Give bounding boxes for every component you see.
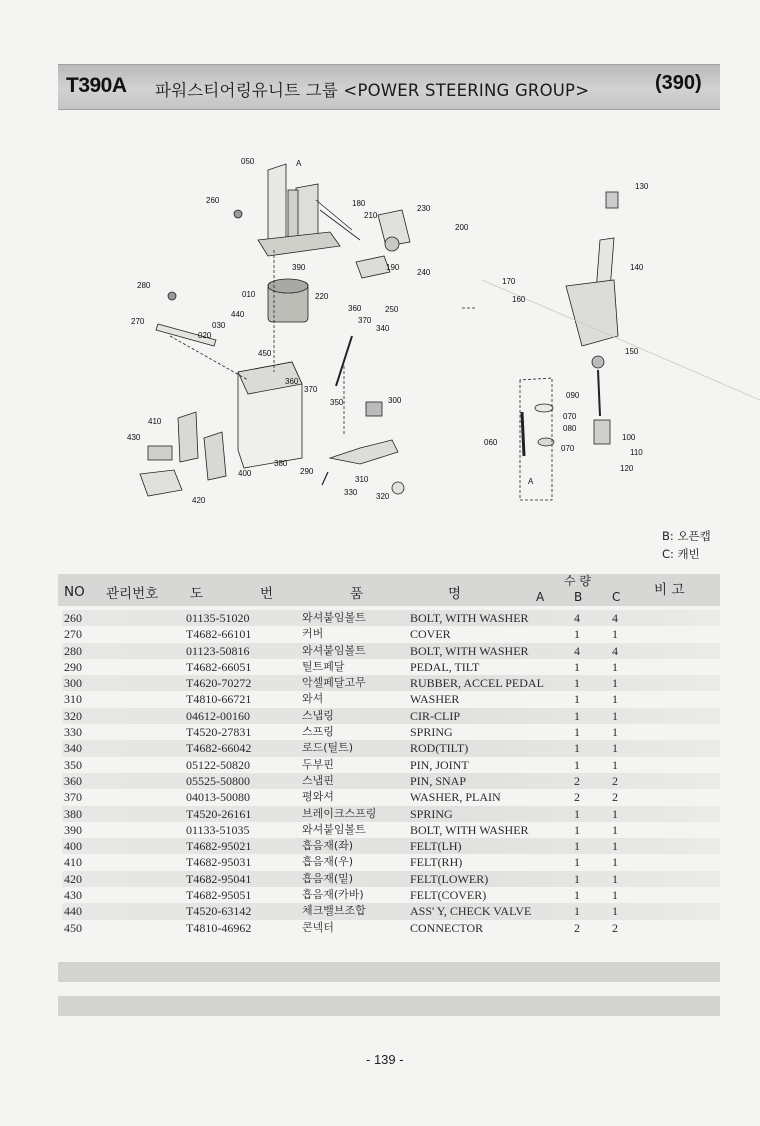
diagram-label: 110 xyxy=(630,448,643,457)
cell-no: 440 xyxy=(64,904,82,919)
cell-qty-b: 1 xyxy=(574,806,580,821)
cell-name-ko: 스프링 xyxy=(302,725,334,739)
cell-qty-c: 1 xyxy=(612,741,618,756)
cell-qty-c: 1 xyxy=(612,627,618,642)
diagram-label: 160 xyxy=(512,295,526,304)
table-row xyxy=(62,822,720,838)
cell-name-ko: 체크밸브조합 xyxy=(302,904,366,918)
cell-no: 330 xyxy=(64,725,82,740)
group-number: (390) xyxy=(655,72,702,94)
cell-name-ko: 흡음재(좌) xyxy=(302,839,354,853)
diagram-label: 420 xyxy=(192,496,206,505)
cell-name-ko: 와셔붙임볼트 xyxy=(302,822,366,836)
diagram-label: 260 xyxy=(206,196,220,205)
cell-name-en: BOLT, WITH WASHER xyxy=(410,611,529,625)
cell-qty-c: 1 xyxy=(612,871,618,886)
cell-no: 360 xyxy=(64,773,82,788)
cell-qty-c: 4 xyxy=(612,643,618,658)
header-name-2: 명 xyxy=(448,586,462,602)
cell-no: 380 xyxy=(64,806,82,821)
diagram-label: 050 xyxy=(241,157,255,166)
diagram-label: 430 xyxy=(127,433,141,442)
table-row xyxy=(62,626,720,642)
table-row xyxy=(62,643,720,659)
empty-row-band xyxy=(58,962,720,982)
cell-name-ko: 커버 xyxy=(302,627,324,641)
cell-name-en: WASHER xyxy=(410,692,460,707)
cell-part-no: T4682-95021 xyxy=(186,839,252,854)
parts-table xyxy=(62,610,720,936)
cell-qty-b: 4 xyxy=(574,611,580,625)
cell-qty-c: 1 xyxy=(612,659,618,674)
cell-name-en: BOLT, WITH WASHER xyxy=(410,822,529,837)
diagram-label: 080 xyxy=(563,424,577,433)
header-name-1: 품 xyxy=(350,586,364,602)
diagram-label: 120 xyxy=(620,464,634,473)
cell-no: 410 xyxy=(64,855,82,870)
cell-qty-c: 2 xyxy=(612,773,618,788)
cell-part-no: 04612-00160 xyxy=(186,708,250,723)
cell-no: 320 xyxy=(64,708,82,723)
diagram-label: 380 xyxy=(274,459,288,468)
cell-part-no: T4520-27831 xyxy=(186,725,252,740)
cell-no: 370 xyxy=(64,790,82,805)
diagram-label: 030 xyxy=(212,321,226,330)
cell-no: 390 xyxy=(64,822,82,837)
cell-name-en: CONNECTOR xyxy=(410,920,484,935)
diagram-label: 100 xyxy=(622,433,636,442)
diagram-label: 210 xyxy=(364,211,378,220)
diagram-label: 220 xyxy=(315,292,329,301)
cell-qty-c: 1 xyxy=(612,855,618,870)
table-row xyxy=(62,757,720,773)
table-row xyxy=(62,691,720,707)
diagram-label: 180 xyxy=(352,199,366,208)
cell-qty-b: 1 xyxy=(574,692,580,707)
diagram-label: 140 xyxy=(630,263,644,272)
group-title: 파워스티어링유니트 그룹 <POWER STEERING GROUP> xyxy=(155,81,590,100)
diagram-label: 370 xyxy=(304,385,318,394)
page-number: - 139 - xyxy=(366,1052,404,1067)
diagram-label: 300 xyxy=(388,396,402,405)
cell-no: 290 xyxy=(64,659,82,674)
diagram-label: 320 xyxy=(376,492,390,501)
cell-qty-b: 1 xyxy=(574,757,580,772)
cell-name-en: ROD(TILT) xyxy=(410,741,469,756)
diagram-label: 270 xyxy=(131,317,145,326)
diagram-label: 370 xyxy=(358,316,372,325)
cell-part-no: T4682-95041 xyxy=(186,871,252,886)
diagram-label: 170 xyxy=(502,277,516,286)
cell-no: 310 xyxy=(64,692,82,707)
diagram-label: 200 xyxy=(455,223,469,232)
diagram-label: 310 xyxy=(355,475,369,484)
diagram-label: 070 xyxy=(561,444,575,453)
diagram-label: 440 xyxy=(231,310,245,319)
cell-no: 340 xyxy=(64,741,82,756)
cell-part-no: T4682-95051 xyxy=(186,888,252,903)
table-row xyxy=(62,920,720,936)
diagram-label: 060 xyxy=(484,438,498,447)
cell-no: 300 xyxy=(64,676,82,691)
exploded-parts-diagram xyxy=(0,140,760,520)
header-no: NO xyxy=(64,584,85,600)
cell-qty-b: 4 xyxy=(574,643,580,658)
cell-qty-b: 1 xyxy=(574,871,580,886)
cell-qty-c: 2 xyxy=(612,790,618,805)
cell-part-no: T4520-26161 xyxy=(186,806,252,821)
diagram-label: 150 xyxy=(625,347,639,356)
cell-qty-b: 1 xyxy=(574,904,580,919)
cell-name-en: ASS' Y, CHECK VALVE xyxy=(410,904,532,919)
cell-qty-b: 1 xyxy=(574,676,580,691)
diagram-label: 250 xyxy=(385,305,399,314)
cell-part-no: 05122-50820 xyxy=(186,757,250,772)
cell-qty-c: 1 xyxy=(612,692,618,707)
diagram-label: A xyxy=(296,159,302,168)
table-row xyxy=(62,610,720,626)
cell-part-no: 04013-50080 xyxy=(186,790,250,805)
cell-qty-b: 1 xyxy=(574,659,580,674)
diagram-label: 330 xyxy=(344,488,358,497)
table-row xyxy=(62,887,720,903)
cell-name-ko: 흡음재(우) xyxy=(302,855,354,869)
cell-name-ko: 스냅링 xyxy=(302,708,334,722)
cell-name-en: COVER xyxy=(410,627,451,642)
cell-name-en: FELT(RH) xyxy=(410,855,463,870)
header-qty-b: B xyxy=(574,590,583,604)
cell-name-en: BOLT, WITH WASHER xyxy=(410,643,529,658)
table-row xyxy=(62,903,720,919)
diagram-label: 450 xyxy=(258,349,272,358)
cell-name-ko: 와셔 xyxy=(302,692,324,706)
cell-part-no: T4620-70272 xyxy=(186,676,252,691)
cell-name-ko: 스냅핀 xyxy=(302,773,334,787)
cell-qty-b: 1 xyxy=(574,888,580,903)
cell-name-en: RUBBER, ACCEL PEDAL xyxy=(410,676,544,691)
table-row xyxy=(62,838,720,854)
table-row xyxy=(62,659,720,675)
table-row xyxy=(62,773,720,789)
diagram-label: A xyxy=(528,477,534,486)
legend-open-cab: B: 오픈캡 xyxy=(662,529,711,543)
legend-cabin: C: 캐빈 xyxy=(662,547,700,561)
cell-name-en: PIN, SNAP xyxy=(410,773,467,788)
cell-name-ko: 평와셔 xyxy=(302,790,334,804)
cell-name-ko: 와셔붙임볼트 xyxy=(302,643,366,657)
cell-name-en: FELT(LOWER) xyxy=(410,871,489,886)
cell-name-en: SPRING xyxy=(410,806,453,821)
cell-name-ko: 흡음재(밑) xyxy=(302,871,354,885)
cell-qty-b: 1 xyxy=(574,725,580,740)
cell-name-en: WASHER, PLAIN xyxy=(410,790,501,805)
table-row xyxy=(62,871,720,887)
cell-no: 430 xyxy=(64,888,82,903)
header-qty: 수 량 xyxy=(564,574,591,588)
cell-qty-b: 1 xyxy=(574,708,580,723)
cell-part-no: T4682-66042 xyxy=(186,741,252,756)
empty-row-band xyxy=(58,996,720,1016)
cell-name-en: FELT(COVER) xyxy=(410,888,487,903)
cell-name-ko: 로드(틸트) xyxy=(302,741,354,755)
cell-qty-c: 1 xyxy=(612,904,618,919)
diagram-label: 290 xyxy=(300,467,314,476)
cell-part-no: 05525-50800 xyxy=(186,773,250,788)
cell-no: 260 xyxy=(64,611,82,625)
cell-name-ko: 브레이크스프링 xyxy=(302,806,377,820)
cell-no: 420 xyxy=(64,871,82,886)
cell-qty-b: 2 xyxy=(574,773,580,788)
table-row xyxy=(62,789,720,805)
diagram-label: 410 xyxy=(148,417,162,426)
table-row xyxy=(62,708,720,724)
diagram-label: 130 xyxy=(635,182,649,191)
diagram-label: 360 xyxy=(348,304,362,313)
cell-name-ko: 틸트페달 xyxy=(302,659,345,673)
cell-qty-b: 1 xyxy=(574,839,580,854)
cell-part-no: 01135-51020 xyxy=(186,611,250,625)
cell-qty-c: 2 xyxy=(612,920,618,935)
cell-qty-c: 1 xyxy=(612,708,618,723)
cell-qty-b: 1 xyxy=(574,741,580,756)
table-row xyxy=(62,740,720,756)
cell-part-no: T4810-66721 xyxy=(186,692,252,707)
table-row xyxy=(62,806,720,822)
cell-name-en: PEDAL, TILT xyxy=(410,659,480,674)
cell-qty-b: 1 xyxy=(574,627,580,642)
cell-qty-c: 1 xyxy=(612,676,618,691)
table-row xyxy=(62,675,720,691)
diagram-label: 400 xyxy=(238,469,252,478)
diagram-label: 010 xyxy=(242,290,256,299)
cell-name-ko: 와셔붙임볼트 xyxy=(302,611,366,624)
cell-qty-b: 2 xyxy=(574,920,580,935)
diagram-label: 280 xyxy=(137,281,151,290)
header-remarks: 비 고 xyxy=(654,582,685,598)
cell-name-en: SPRING xyxy=(410,725,453,740)
header-qty-a: A xyxy=(536,590,545,604)
cell-qty-c: 1 xyxy=(612,725,618,740)
table-row xyxy=(62,724,720,740)
cell-name-ko: 두부핀 xyxy=(302,757,334,771)
diagram-label: 020 xyxy=(198,331,212,340)
diagram-label: 340 xyxy=(376,324,390,333)
header-qty-c: C xyxy=(612,590,621,604)
cell-qty-b: 1 xyxy=(574,855,580,870)
cell-no: 400 xyxy=(64,839,82,854)
cell-name-ko: 콘넥터 xyxy=(302,920,334,934)
header-drawing-1: 도 xyxy=(190,586,204,602)
cell-qty-c: 1 xyxy=(612,839,618,854)
cell-no: 280 xyxy=(64,643,82,658)
model-code: T390A xyxy=(66,74,127,97)
header-mgmt-no: 관리번호 xyxy=(106,586,159,602)
cell-part-no: 01133-51035 xyxy=(186,822,250,837)
diagram-label: 240 xyxy=(417,268,431,277)
cell-name-ko: 악셀페달고무 xyxy=(302,676,366,690)
cell-qty-c: 1 xyxy=(612,757,618,772)
cell-qty-c: 1 xyxy=(612,822,618,837)
cell-qty-b: 1 xyxy=(574,822,580,837)
diagram-label: 350 xyxy=(330,398,344,407)
cell-name-en: CIR-CLIP xyxy=(410,708,461,723)
table-row xyxy=(62,854,720,870)
cell-name-ko: 흡음재(카바) xyxy=(302,888,364,902)
cell-part-no: T4682-66051 xyxy=(186,659,252,674)
diagram-label: 230 xyxy=(417,204,431,213)
cell-no: 450 xyxy=(64,920,82,935)
diagram-label: 390 xyxy=(292,263,306,272)
header-drawing-2: 번 xyxy=(260,586,274,602)
diagram-label: 090 xyxy=(566,391,580,400)
diagram-label: 070 xyxy=(563,412,577,421)
cell-name-en: PIN, JOINT xyxy=(410,757,469,772)
diagram-label: 190 xyxy=(386,263,400,272)
cell-name-en: FELT(LH) xyxy=(410,839,462,854)
cell-part-no: T4520-63142 xyxy=(186,904,252,919)
cell-qty-c: 1 xyxy=(612,888,618,903)
cell-qty-b: 2 xyxy=(574,790,580,805)
cell-part-no: 01123-50816 xyxy=(186,643,250,658)
cell-no: 270 xyxy=(64,627,82,642)
cell-qty-c: 1 xyxy=(612,806,618,821)
cell-part-no: T4682-95031 xyxy=(186,855,252,870)
cell-no: 350 xyxy=(64,757,82,772)
cell-qty-c: 4 xyxy=(612,611,618,625)
cell-part-no: T4810-46962 xyxy=(186,920,252,935)
diagram-label: 360 xyxy=(285,377,299,386)
cell-part-no: T4682-66101 xyxy=(186,627,252,642)
